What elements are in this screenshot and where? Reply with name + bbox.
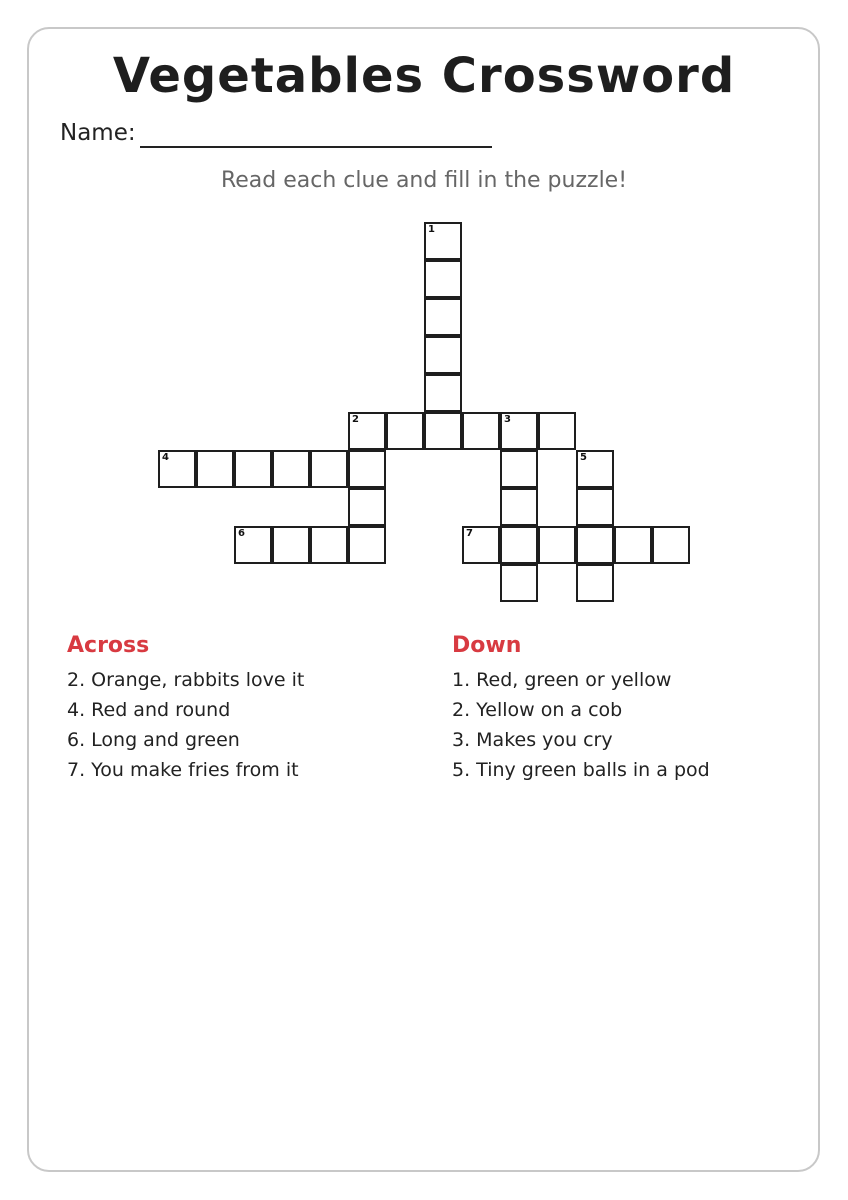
across-clues <box>67 668 304 788</box>
crossword-cell[interactable] <box>234 450 272 488</box>
crossword-cell[interactable] <box>424 412 462 450</box>
crossword-cell[interactable] <box>576 564 614 602</box>
crossword-cell[interactable] <box>462 412 500 450</box>
crossword-cell[interactable] <box>462 526 500 564</box>
crossword-cell[interactable] <box>500 564 538 602</box>
crossword-cell[interactable] <box>500 450 538 488</box>
across-heading: Across <box>67 633 150 658</box>
down-clue: 3. Makes you cry <box>452 729 613 751</box>
clue-number: 4 <box>162 452 169 463</box>
down-clue: 1. Red, green or yellow <box>452 669 672 691</box>
crossword-cell[interactable] <box>310 450 348 488</box>
crossword-cell[interactable] <box>348 450 386 488</box>
crossword-cell[interactable] <box>310 526 348 564</box>
across-clue: 7. You make fries from it <box>67 759 299 781</box>
crossword-cell[interactable] <box>652 526 690 564</box>
crossword-cell[interactable] <box>348 488 386 526</box>
crossword-cell[interactable] <box>424 336 462 374</box>
crossword-cell[interactable] <box>158 450 196 488</box>
across-clue: 6. Long and green <box>67 729 240 751</box>
down-clue: 5. Tiny green balls in a pod <box>452 759 710 781</box>
clue-number: 7 <box>466 528 473 539</box>
across-clue: 4. Red and round <box>67 699 231 721</box>
instructions: Read each clue and fill in the puzzle! <box>220 168 628 193</box>
crossword-cell[interactable] <box>538 526 576 564</box>
clue-number: 6 <box>238 528 245 539</box>
clue-number: 5 <box>580 452 587 463</box>
down-heading: Down <box>452 633 522 658</box>
crossword-cell[interactable] <box>576 488 614 526</box>
down-clue: 2. Yellow on a cob <box>452 699 623 721</box>
crossword-cell[interactable] <box>196 450 234 488</box>
crossword-cell[interactable] <box>424 222 462 260</box>
crossword-cell[interactable] <box>424 260 462 298</box>
page-title: Vegetables Crossword <box>112 48 736 104</box>
crossword-cell[interactable] <box>424 374 462 412</box>
crossword-cell[interactable] <box>614 526 652 564</box>
clue-number: 3 <box>504 414 511 425</box>
name-label: Name: <box>60 120 136 146</box>
crossword-cell[interactable] <box>386 412 424 450</box>
crossword-cell[interactable] <box>234 526 272 564</box>
crossword-cell[interactable] <box>272 450 310 488</box>
crossword-cell[interactable] <box>576 450 614 488</box>
down-clues <box>452 668 710 788</box>
crossword-cell[interactable] <box>576 526 614 564</box>
crossword-cell[interactable] <box>348 412 386 450</box>
crossword-cell[interactable] <box>272 526 310 564</box>
clue-number: 2 <box>352 414 359 425</box>
crossword-cell[interactable] <box>500 488 538 526</box>
crossword-cell[interactable] <box>538 412 576 450</box>
crossword-cell[interactable] <box>348 526 386 564</box>
across-clue: 2. Orange, rabbits love it <box>67 669 305 691</box>
crossword-cell[interactable] <box>500 412 538 450</box>
crossword-cell[interactable] <box>500 526 538 564</box>
crossword-cell[interactable] <box>424 298 462 336</box>
clue-number: 1 <box>428 224 435 235</box>
